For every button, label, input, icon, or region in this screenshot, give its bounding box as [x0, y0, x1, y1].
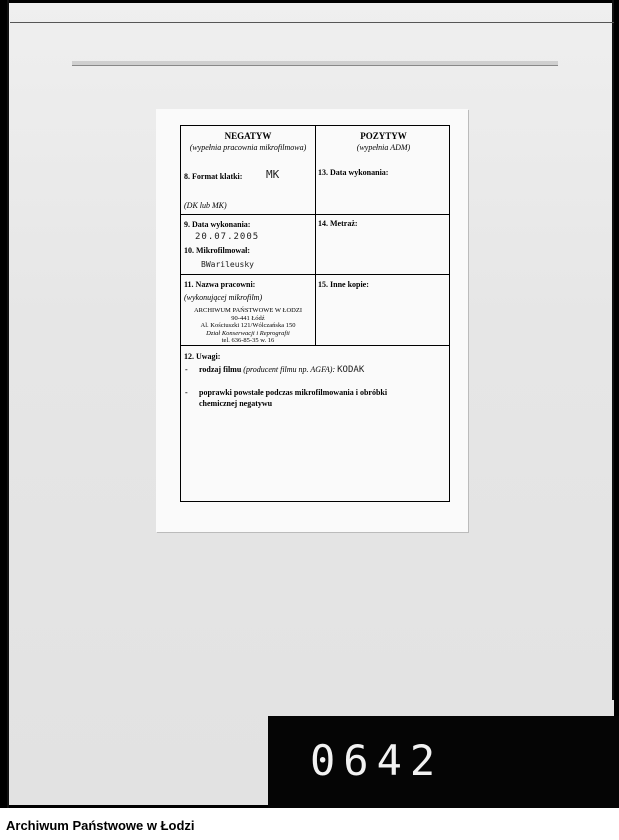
mount-strip — [72, 61, 558, 66]
field-12-label: 12. Uwagi: — [184, 352, 221, 361]
pozytyw-title: POZYTYW — [360, 131, 407, 141]
remark-1-dash: - — [185, 365, 188, 374]
frame-counter: 0642 — [310, 736, 444, 785]
negatyw-subtitle: (wypełnia pracownia mikrofilmowa) — [189, 143, 307, 152]
top-rule — [10, 22, 614, 23]
field-11-label: 11. Nazwa pracowni: — [184, 280, 256, 289]
remark-1-hint: (producent filmu np. AGFA): — [243, 365, 336, 374]
column-divider — [315, 126, 316, 345]
remark-2-line2: chemicznej negatywu — [199, 399, 273, 408]
field-8-label: 8. Format klatki: — [184, 172, 243, 181]
footer-bar — [0, 808, 619, 840]
stamp-line: 90-441 Łódź — [231, 314, 265, 322]
field-13-label: 13. Data wykonania: — [318, 168, 389, 177]
footer-caption: Archiwum Państwowe w Łodzi — [6, 818, 195, 833]
pozytyw-subtitle: (wypełnia ADM) — [356, 143, 411, 152]
remark-2-line1: poprawki powstałe podczas mikrofilmowania i obróbki — [199, 388, 388, 397]
row-divider — [181, 345, 449, 346]
field-14-label: 14. Metraż: — [318, 219, 358, 228]
remark-1-value: KODAK — [337, 365, 365, 375]
field-9-value: 20.07.2005 — [195, 232, 260, 242]
stamp-line: Dział Konserwacji i Reprografii — [206, 329, 290, 337]
stamp-line: Al. Kościuszki 121/Wólczańska 150 — [200, 322, 296, 329]
film-edge-left — [7, 0, 9, 808]
institution-stamp — [181, 307, 315, 345]
record-form — [180, 125, 450, 502]
remark-2-dash: - — [185, 388, 188, 397]
remark-1 — [199, 365, 364, 375]
film-edge-right — [612, 0, 614, 700]
field-10-value: BWarileusky — [201, 260, 254, 269]
row-divider — [181, 214, 449, 215]
field-10-label: 10. Mikrofilmował: — [184, 246, 251, 255]
field-8-value: MK — [266, 168, 280, 181]
field-11-hint: (wykonującej mikrofilm) — [184, 293, 263, 302]
row-divider — [181, 274, 449, 275]
negatyw-title: NEGATYW — [224, 131, 272, 141]
stamp-line: ARCHIWUM PAŃSTWOWE W ŁODZI — [193, 307, 303, 314]
stamp-line: tel. 636-85-35 w. 16 — [221, 337, 275, 344]
remark-1-text: rodzaj filmu — [199, 365, 242, 374]
field-8-hint: (DK lub MK) — [184, 201, 227, 210]
field-9-label: 9. Data wykonania: — [184, 220, 251, 229]
field-15-label: 15. Inne kopie: — [318, 280, 369, 289]
